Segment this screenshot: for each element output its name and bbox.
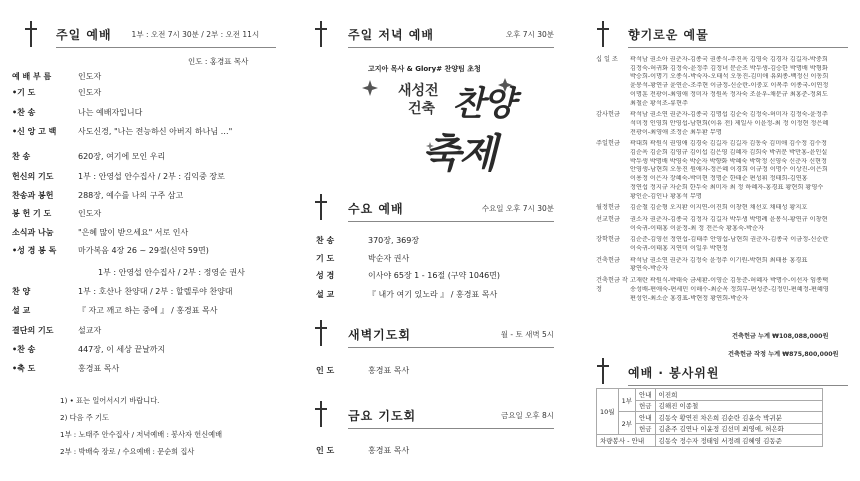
offering-category: 월정헌금 bbox=[596, 204, 620, 212]
list-item bbox=[12, 345, 165, 355]
poster-top-line: 고지아 목사 & Glory# 찬양팀 초청 bbox=[368, 65, 481, 73]
list-item bbox=[316, 446, 409, 456]
cross-icon bbox=[314, 401, 328, 427]
list-item bbox=[12, 127, 232, 137]
evening-header bbox=[348, 22, 554, 46]
item-label: 봉 헌 기 도 bbox=[12, 209, 52, 218]
list-item bbox=[12, 172, 225, 182]
divider bbox=[348, 347, 554, 348]
friday-title: 금요 기도회 bbox=[348, 408, 417, 423]
offering-names: 권소자 권춘자-김종국 김정자 김길자 박두생 박명례 윤봉식-황연규 이창현 bbox=[630, 215, 828, 223]
offering-names: 곽대희 곽원식 권영애 김경숙 김길자 김길자 김동숙 김미애 김수정 김수정 bbox=[630, 140, 828, 148]
cross-icon bbox=[314, 21, 328, 47]
list-item bbox=[316, 254, 409, 264]
item-value: 설교자 bbox=[78, 326, 102, 335]
wednesday-time: 수요일 오후 7시 30분 bbox=[481, 203, 554, 213]
service-header bbox=[628, 360, 719, 384]
list-item bbox=[12, 108, 142, 118]
offering-names: 곽석남 권소연 권춘자-김종국 김명섭 김순숙 김정숙-허미자 김정숙-윤정주 bbox=[630, 111, 828, 119]
list-item bbox=[12, 228, 188, 238]
offering-header bbox=[628, 22, 709, 46]
dawn-header bbox=[348, 322, 554, 346]
cross-icon bbox=[314, 320, 328, 346]
poster-sub1: 새성전 bbox=[398, 83, 439, 99]
roster-value: 김춘주 김연나 이윤정 김선미 최영애, 허은화 bbox=[655, 423, 822, 435]
building-total: 건축헌금 누계 ₩108,088,000원 bbox=[732, 333, 829, 340]
offering-names: 최철순 황석조-류현주 bbox=[630, 99, 688, 107]
table-row bbox=[597, 435, 823, 447]
item-label: 소식과 나눔 bbox=[12, 228, 54, 237]
offering-names: 김순철 김순형 오지환 이지연-이진희 이창현 채선호 채태성 황지호 bbox=[630, 204, 808, 212]
offering-names: 전광이-최영애 조정순 최두환 무명 bbox=[630, 128, 722, 136]
sunday-time: 1부 : 오전 7시 30분 / 2부 : 오전 11시 bbox=[131, 29, 260, 39]
offering-names: 박두생 박명배 박영숙 박순자 박향화 박혜숙 박학정 신영숙 신춘자 신현정 bbox=[630, 157, 828, 165]
offering-names: 황인순-김인나 황홍석 무명 bbox=[630, 192, 702, 200]
list-item bbox=[12, 364, 119, 374]
item-label: 인 도 bbox=[316, 446, 335, 455]
divider bbox=[628, 47, 848, 48]
cross-icon bbox=[596, 358, 610, 384]
service-roster-table bbox=[596, 388, 823, 447]
roster-key: 안내 bbox=[635, 412, 655, 424]
item-value: 288장, 예수를 나의 구주 삼고 bbox=[78, 191, 184, 200]
service-title: 예배 · 봉사위원 bbox=[628, 365, 720, 380]
item-value: 마가복음 4장 26 ~ 29절(신약 59면) bbox=[78, 246, 209, 255]
list-item bbox=[12, 191, 183, 201]
evening-title: 주일 저녁 예배 bbox=[348, 27, 434, 42]
offering-names: 이숙귀-이태홍 이윤정-최 정 전은숙 황홍숙-박순자 bbox=[630, 224, 765, 232]
divider bbox=[56, 47, 276, 48]
praise-festival-poster bbox=[360, 58, 550, 188]
roster-part-1: 1부 bbox=[618, 389, 635, 412]
roster-value: 김해진 이종철 bbox=[655, 400, 822, 412]
offering-category: 건축헌금 작정 bbox=[596, 277, 628, 293]
table-row bbox=[597, 389, 823, 401]
item-label: 찬송과 봉헌 bbox=[12, 191, 54, 200]
roster-part-2: 2부 bbox=[618, 412, 635, 435]
roster-value: 이진희 bbox=[655, 389, 822, 401]
list-item bbox=[12, 268, 245, 278]
roster-key: 차량봉사 - 안내 bbox=[597, 435, 656, 447]
offering-names: 박승희-이명기 오종식-박숙자-오태석 오동진-김미애 유외종-백정신 이동희 bbox=[630, 73, 829, 81]
item-value: 나는 예배자입니다 bbox=[78, 108, 143, 117]
offering-names: 김순준-김영선 정연섭-김태주 안영섭-남현희 권춘자-김종국 이금정-신순란 bbox=[630, 236, 829, 244]
offering-names: 안영생-남현희 오동진 원애자-정은혜 이경희 이규정 이명수 이상진-이은희 bbox=[630, 166, 828, 174]
offering-title: 향기로운 예물 bbox=[628, 27, 709, 42]
offering-names: 이용정 이은자 장혜숙-박미현 정명순 한태순 편성휘 정태희-김연홍 bbox=[630, 175, 808, 183]
divider bbox=[348, 47, 554, 48]
item-label: 찬 송 bbox=[12, 152, 31, 161]
item-label: 찬 송 bbox=[316, 236, 335, 245]
item-value: 인도자 bbox=[78, 72, 102, 81]
offering-names: 김순옥 김순희 김영규 김이섭 김은영 김혜자 김희숙 박귀분 박만홍-윤인실 bbox=[630, 149, 828, 156]
offering-names: 황연숙-박순자 bbox=[630, 265, 669, 273]
item-value: 인도자 bbox=[78, 88, 102, 97]
friday-time: 금요일 오후 8시 bbox=[500, 410, 554, 420]
item-label: 설 교 bbox=[12, 306, 31, 315]
roster-value: 김동숙 정수자 정태임 서정례 김혜영 김동준 bbox=[655, 435, 822, 447]
list-item bbox=[316, 290, 497, 300]
offering-category: 건축헌금 bbox=[596, 256, 620, 264]
item-label: 설 교 bbox=[316, 290, 335, 299]
cross-icon bbox=[314, 194, 328, 220]
item-value: 620장, 여기에 모인 우리 bbox=[78, 152, 166, 161]
evening-time: 오후 7시 30분 bbox=[505, 29, 554, 39]
dawn-title: 새벽기도회 bbox=[348, 327, 411, 342]
item-label: 헌신의 기도 bbox=[12, 172, 54, 181]
note-line: 2부 : 박배숙 장로 / 수요예배 : 문순희 집사 bbox=[60, 447, 195, 456]
list-item bbox=[12, 209, 101, 219]
item-label: •찬 송 bbox=[12, 345, 36, 354]
item-value: 『 자고 깨고 하는 중에 』 / 홍경표 목사 bbox=[78, 306, 218, 315]
offering-category: 선교헌금 bbox=[596, 215, 620, 223]
note-line: 2) 다음 주 기도 bbox=[60, 413, 109, 422]
item-label: 기 도 bbox=[316, 254, 335, 263]
poster-main2: 축제 bbox=[422, 130, 496, 177]
roster-key: 헌금 bbox=[635, 400, 655, 412]
offering-names: 곽석남 권소연 권춘자 김정숙 윤정주 이기원-박현희 최태용 홍경표 bbox=[630, 256, 808, 264]
item-label: 결단의 기도 bbox=[12, 326, 54, 335]
offering-names: 석미정 인영희 안영섭-남현희(이유 전) 제일사 이윤정-최 정 이정현 정은혜 bbox=[630, 119, 829, 127]
item-value: 1부 : 안영섭 안수집사 / 2부 : 정영순 권사 bbox=[98, 268, 245, 277]
list-item bbox=[316, 236, 419, 246]
list-item bbox=[12, 152, 165, 162]
offering-names: 편성인-최소순 홍경표-박현정 황연희-박순자 bbox=[630, 294, 749, 302]
item-value: 박순자 권사 bbox=[368, 254, 410, 263]
poster-main1: 찬양 bbox=[452, 84, 514, 124]
item-value: 370장, 369장 bbox=[368, 236, 420, 245]
roster-month: 10월 bbox=[597, 389, 619, 435]
item-label bbox=[12, 268, 98, 278]
wednesday-title: 수요 예배 bbox=[348, 201, 404, 216]
divider bbox=[628, 385, 848, 386]
list-item bbox=[12, 287, 233, 297]
offering-names: 이명훈 전광이-최영애 정미자 정원옥 정자숙 조윤우-채문규 최홍준-정외도 bbox=[630, 90, 828, 98]
table-row bbox=[597, 412, 823, 424]
cross-icon bbox=[24, 21, 38, 47]
offering-category: 장학헌금 bbox=[596, 236, 620, 244]
roster-key: 안내 bbox=[635, 389, 655, 401]
list-item bbox=[12, 246, 209, 256]
sunday-service-column bbox=[0, 0, 288, 481]
offering-names: 이숙귀-이태홍 지연미 이일우 박현정 bbox=[630, 245, 728, 252]
item-value: 사도신경, "나는 전능하신 아버지 하나님 …" bbox=[78, 127, 233, 136]
item-value: 이사야 65장 1 - 16절 (구약 1046면) bbox=[368, 271, 501, 280]
item-value: 인도자 bbox=[78, 209, 102, 218]
offering-names: 고재란 곽원식-박태숙 금세환-이영순 김동준-허혜자 박명수-이선자 임종택 bbox=[630, 277, 829, 285]
item-label: 인 도 bbox=[316, 366, 335, 375]
list-item bbox=[12, 306, 218, 316]
sunday-leader: 인도 : 홍경표 목사 bbox=[188, 57, 249, 66]
building-pledge-total: 건축헌금 작정 누계 ₩875,800,000원 bbox=[728, 351, 839, 358]
offering-names: 정연섭 정지규 자순희 한두숙 최미자 최 정 하혜자-홍경표 황현희 황영수 bbox=[630, 183, 824, 191]
offering-names: 송성배-편애숙-편세민 이해수-최순옥 정희부-편성준-김정민-편혜정-편혜영 bbox=[630, 285, 829, 293]
divider bbox=[348, 428, 554, 429]
roster-value: 김동숙 황연진 차은희 김순란 김윤숙 박귀분 bbox=[655, 412, 822, 424]
item-value: 『 내가 여기 있노라 』 / 홍경표 목사 bbox=[368, 290, 498, 299]
list-item bbox=[316, 366, 409, 376]
evening-services-column bbox=[300, 0, 568, 481]
item-value: "은혜 많이 받으세요" 서로 인사 bbox=[78, 228, 189, 237]
roster-key: 헌금 bbox=[635, 423, 655, 435]
offering-category: 십 일 조 bbox=[596, 56, 618, 63]
cross-icon bbox=[596, 21, 610, 47]
item-value: 1부 : 호산나 찬양대 / 2부 : 할렐루야 찬양대 bbox=[78, 287, 233, 296]
note-line: 1) • 표는 일어서시기 바랍니다. bbox=[60, 396, 160, 405]
list-item bbox=[12, 326, 101, 336]
offering-category: 주일헌금 bbox=[596, 140, 620, 148]
item-value: 홍경표 목사 bbox=[368, 366, 410, 375]
item-label: 찬 양 bbox=[12, 287, 31, 296]
offering-names: 윤봉석-황연규 윤연순-조주현 이금정-신순란-이중호 이복주 이종국-이연정 bbox=[630, 82, 829, 90]
offering-names: 곽석남 권소아 권춘자-김종국 권종식-주진옥 김영숙 김경자 김길자-박중희 bbox=[630, 56, 828, 63]
item-label: 성 경 bbox=[316, 271, 335, 280]
poster-sub2: 건축 bbox=[408, 101, 436, 117]
item-label: •성 경 봉 독 bbox=[12, 246, 57, 255]
item-label: •찬 송 bbox=[12, 108, 36, 117]
divider bbox=[348, 221, 554, 222]
item-label: 예 배 부 름 bbox=[12, 72, 52, 81]
friday-header bbox=[348, 403, 554, 427]
offering-category: 감사헌금 bbox=[596, 111, 620, 119]
item-label: •축 도 bbox=[12, 364, 36, 373]
offering-column bbox=[582, 0, 860, 481]
sunday-title: 주일 예배 bbox=[56, 27, 112, 42]
item-value: 홍경표 목사 bbox=[78, 364, 120, 373]
dawn-time: 월 - 토 새벽 5시 bbox=[500, 329, 554, 339]
item-label: •기 도 bbox=[12, 88, 36, 97]
item-value: 홍경표 목사 bbox=[368, 446, 410, 455]
wednesday-header bbox=[348, 196, 554, 220]
item-value: 447장, 이 세상 끝날까지 bbox=[78, 345, 166, 354]
list-item bbox=[316, 271, 500, 281]
list-item bbox=[12, 88, 101, 98]
list-item bbox=[12, 72, 101, 82]
item-value: 1부 : 안영섭 안수집사 / 2부 : 김익중 장로 bbox=[78, 172, 225, 181]
offering-names: 김정숙-허귀화 김정숙-윤정주 김정녀 문순조 박두생-김승한 박명배 박형화 bbox=[630, 64, 828, 72]
sunday-header bbox=[56, 22, 259, 46]
item-label: •신 앙 고 백 bbox=[12, 127, 57, 136]
note-line: 1부 : 노태주 안수집사 / 저녁예배 : 봉사자 헌신예배 bbox=[60, 430, 223, 439]
